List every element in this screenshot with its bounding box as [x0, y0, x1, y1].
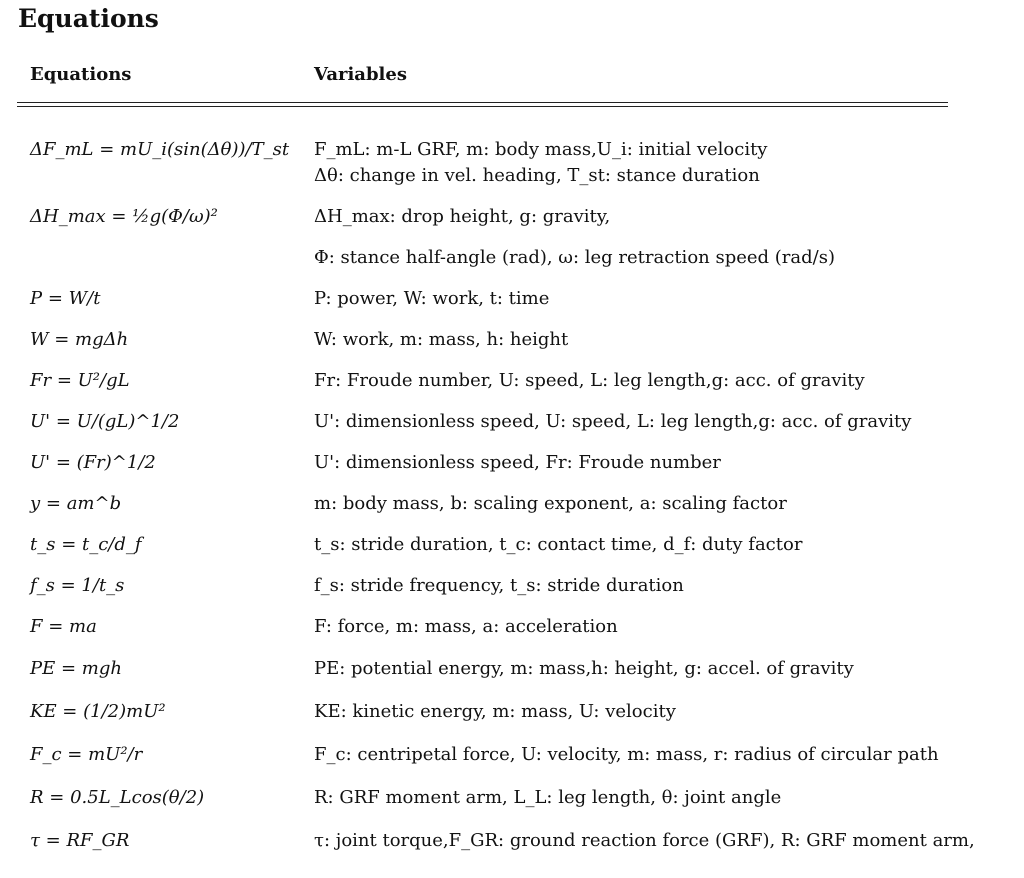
variables-cell: t_s: stride duration, t_c: contact time, d_f: duty factor — [314, 534, 803, 555]
variables-cell: F_c: centripetal force, U: velocity, m: mass, r: radius of circular path — [314, 744, 939, 765]
equation-cell: PE = mgh — [30, 658, 122, 679]
header-rule-bottom — [17, 106, 948, 107]
variables-cell: Φ: stance half-angle (rad), ω: leg retraction speed (rad/s) — [314, 247, 835, 268]
variables-cell: R: GRF moment arm, L_L: leg length, θ: joint angle — [314, 787, 782, 808]
variables-cell: PE: potential energy, m: mass,h: height, g: accel. of gravity — [314, 658, 854, 679]
equation-cell: P = W/t — [30, 288, 101, 309]
equation-cell: Fr = U²/gL — [30, 370, 130, 391]
equation-cell: R = 0.5L_Lcos(θ/2) — [30, 787, 205, 808]
variables-cell: Fr: Froude number, U: speed, L: leg length,g: acc. of gravity — [314, 370, 865, 391]
variables-cell: f_s: stride frequency, t_s: stride duration — [314, 575, 684, 596]
equation-cell: t_s = t_c/d_f — [30, 534, 142, 555]
variables-cell: F_mL: m-L GRF, m: body mass,U_i: initial velocity — [314, 139, 768, 160]
variables-cell: KE: kinetic energy, m: mass, U: velocity — [314, 701, 676, 722]
variables-cell: U': dimensionless speed, Fr: Froude number — [314, 452, 721, 473]
variables-cell-continued: Δθ: change in vel. heading, T_st: stance duration — [314, 165, 760, 186]
variables-cell: ΔH_max: drop height, g: gravity, — [314, 206, 611, 227]
variables-cell: τ: joint torque,F_GR: ground reaction force (GRF), R: GRF moment arm, — [314, 830, 975, 851]
equation-cell: U' = U/(gL)^1/2 — [30, 411, 180, 432]
variables-cell: P: power, W: work, t: time — [314, 288, 550, 309]
page-title: Equations — [18, 4, 159, 33]
equation-cell: W = mgΔh — [30, 329, 129, 350]
variables-cell: W: work, m: mass, h: height — [314, 329, 569, 350]
equation-cell: f_s = 1/t_s — [30, 575, 125, 596]
equation-cell: y = am^b — [30, 493, 122, 514]
equation-cell: U' = (Fr)^1/2 — [30, 452, 156, 473]
equation-cell: F = ma — [30, 616, 97, 637]
header-rule-top — [17, 102, 948, 103]
variables-cell: F: force, m: mass, a: acceleration — [314, 616, 618, 637]
variables-cell: U': dimensionless speed, U: speed, L: leg length,g: acc. of gravity — [314, 411, 912, 432]
variables-column-header: Variables — [314, 64, 407, 85]
equations-column-header: Equations — [30, 64, 132, 85]
variables-cell: m: body mass, b: scaling exponent, a: scaling factor — [314, 493, 787, 514]
equation-cell: KE = (1/2)mU² — [30, 701, 166, 722]
equation-cell: ΔF_mL = mU_i(sin(Δθ))/T_st — [30, 139, 290, 160]
equation-cell: ΔH_max = ½g(Φ/ω)² — [30, 206, 218, 227]
equation-cell: F_c = mU²/r — [30, 744, 143, 765]
equation-cell: τ = RF_GR — [30, 830, 130, 851]
